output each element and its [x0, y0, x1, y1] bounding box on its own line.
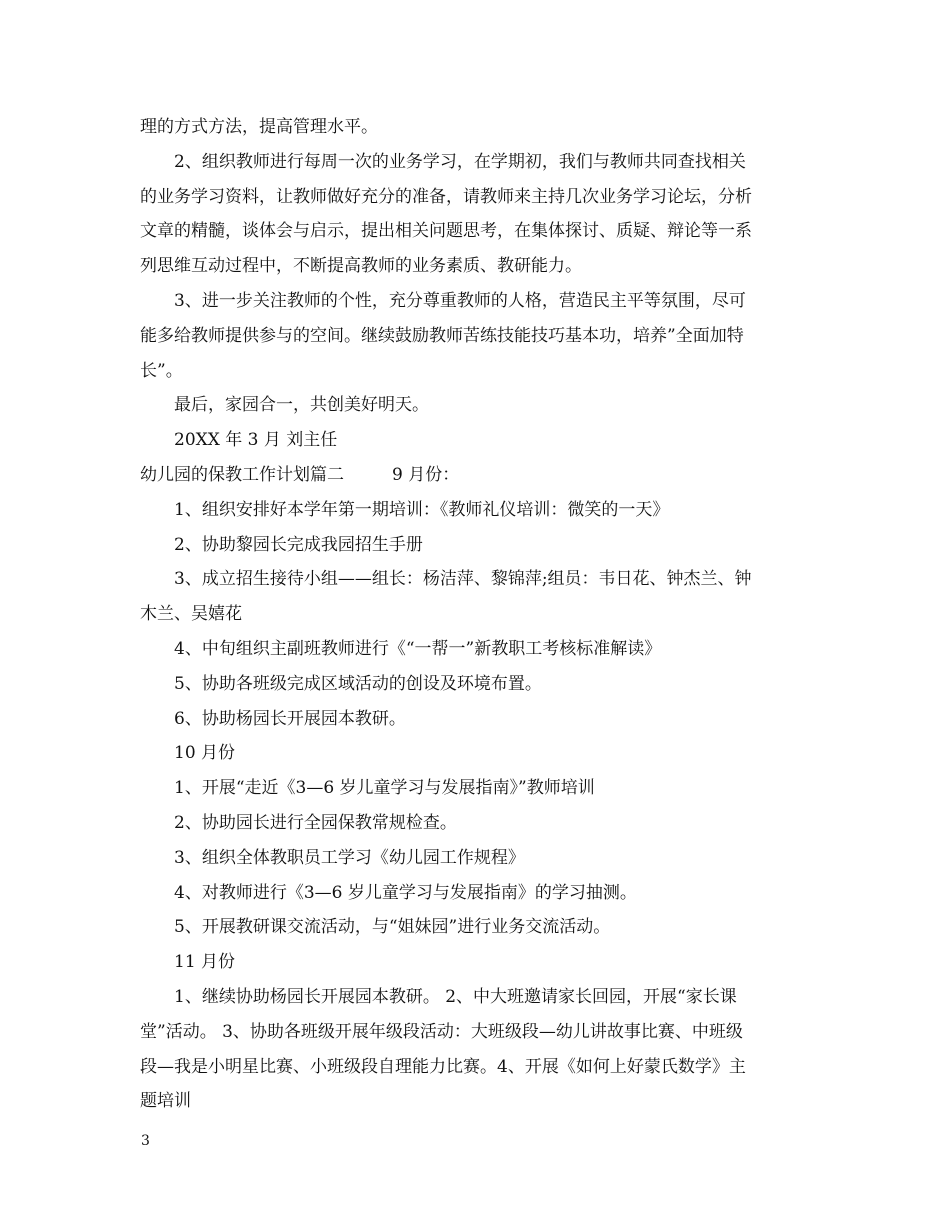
text-line: 2、组织教师进行每周一次的业务学习，在学期初，我们与教师共同查找相关 — [174, 151, 746, 172]
list-item: 6、协助杨园长开展园本教研。 — [174, 708, 406, 729]
list-item: 木兰、吴嬉花 — [140, 604, 242, 625]
month-heading: 9 月份： — [392, 464, 460, 485]
text-line: 3、进一步关注教师的个性，充分尊重教师的人格，营造民主平等氛围，尽可 — [174, 290, 746, 311]
text-line: 文章的精髓，谈体会与启示，提出相关问题思考，在集体探讨、质疑、辩论等一系 — [140, 221, 752, 242]
list-item: 4、中旬组织主副班教师进行《“一帮一”新教职工考核标准解读》 — [174, 638, 662, 659]
list-item: 3、成立招生接待小组——组长：杨洁萍、黎锦萍;组员：韦日花、钟杰兰、钟 — [174, 569, 752, 590]
list-item: 4、对教师进行《3—6 岁儿童学习与发展指南》的学习抽测。 — [174, 882, 637, 903]
month-heading: 11 月份 — [174, 952, 236, 973]
list-item: 1、组织安排好本学年第一期培训：《教师礼仪培训：微笑的一天》 — [174, 499, 670, 520]
list-item: 2、协助黎园长完成我园招生手册 — [174, 534, 423, 555]
text-line: 理的方式方法，提高管理水平。 — [140, 117, 378, 137]
month-heading: 10 月份 — [174, 743, 236, 764]
list-item: 堂”活动。 3、协助各班级开展年级段活动：大班级段—幼儿讲故事比赛、中班级 — [140, 1021, 743, 1042]
list-item: 3、组织全体教职员工学习《幼儿园工作规程》 — [174, 847, 525, 868]
text-line: 能多给教师提供参与的空间。继续鼓励教师苦练技能技巧基本功，培养”全面加特 — [140, 325, 744, 346]
text-line: 最后，家园合一，共创美好明天。 — [174, 395, 429, 416]
document-body — [140, 110, 812, 1119]
text-line: 列思维互动过程中，不断提高教师的业务素质、教研能力。 — [140, 256, 582, 277]
list-item: 1、开展“走近《3—6 岁儿童学习与发展指南》”教师培训 — [174, 778, 595, 799]
list-item: 1、继续协助杨园长开展园本教研。 2、中大班邀请家长回园，开展“家长课 — [174, 986, 737, 1007]
list-item: 5、协助各班级完成区域活动的创设及环境布置。 — [174, 673, 542, 694]
date-signature: 20XX 年 3 月 刘主任 — [174, 430, 338, 451]
list-item: 段—我是小明星比赛、小班级段自理能力比赛。4、开展《如何上好蒙氏数学》主 — [140, 1056, 746, 1077]
page-number: 3 — [141, 1133, 150, 1149]
list-item: 2、协助园长进行全园保教常规检查。 — [174, 812, 457, 833]
section-heading-line — [140, 458, 812, 493]
list-item: 5、开展教研课交流活动，与“姐妹园”进行业务交流活动。 — [174, 917, 611, 938]
text-line: 的业务学习资料，让教师做好充分的准备，请教师来主持几次业务学习论坛，分析 — [140, 186, 752, 207]
list-item: 题培训 — [140, 1091, 191, 1112]
section-heading: 幼儿园的保教工作计划篇二 — [140, 464, 344, 485]
text-line: 长”。 — [140, 360, 183, 381]
